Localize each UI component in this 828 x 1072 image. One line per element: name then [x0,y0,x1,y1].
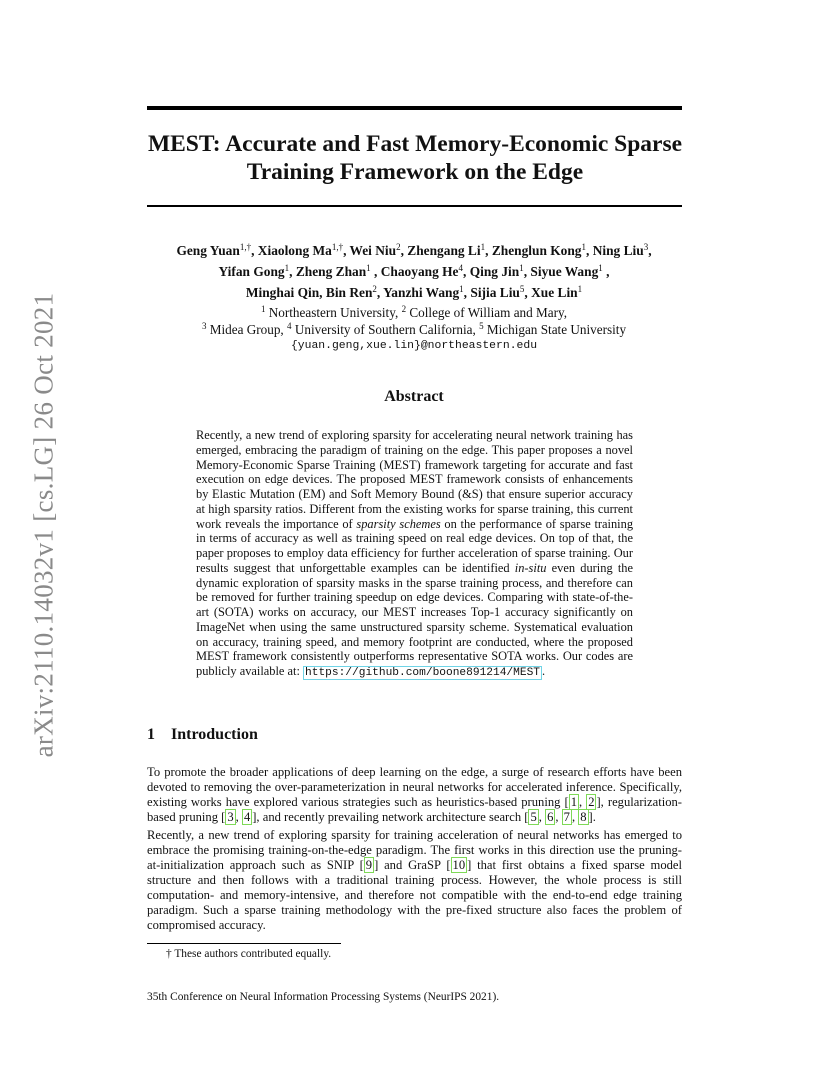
code-repository-link[interactable]: https://github.com/boone891214/MEST [305,667,540,679]
citation-link[interactable]: 6 [547,810,554,824]
footnote: † These authors contributed equally. [166,948,332,960]
citation-link[interactable]: 1 [570,795,577,809]
author: Wei Niu$^2$, [349,242,404,258]
author: Geng Yuan$^{1,\dagger}$, [176,242,255,258]
author: Bin Ren$^2$, [325,284,381,300]
abstract-body: Recently, a new trend of exploring sparsity for accelerating neural network training has emerged, embracing the paradigm of training on the edge. This paper proposes a novel Memory-Economic Sparse Training (MEST) framework targeting for accurate and fast execution on edge devices. The proposed MEST framework consists of enhancements by Elastic Mutation (EM) and Soft Memory Bound (&S) that ensure superior accuracy at high sparsity ratios. Different from the existing works for sparse training, this current work reveals the importance of sparsity schemes on the performance of sparse training in terms of accuracy as well as training speed on real edge devices. On top of that, the paper proposes to employ data efficiency for further acceleration of sparse training. Our results suggest that unforgettable examples can be identified in-situ even during the dynamic exploration of sparsity masks in the sparse training process, and therefore can be removed for further training speedup on edge devices. Comparing with state-of-the-art (SOTA) works on accuracy, our MEST increases Top-1 accuracy significantly on ImageNet when using the same unstructured sparsity scheme. Systematical evaluation on accuracy, training speed, and memory footprint are conducted, where the proposed MEST framework consistently outperforms representative SOTA works. Our codes are publicly available at: https://github.com/boone891214/MEST . [196,428,634,679]
author: Ning Liu$^3$, [592,242,652,258]
section-heading-introduction: 1 Introduction [147,726,258,743]
citation-link[interactable]: 3 [227,810,234,824]
author: Zhengang Li$^1$, [407,242,489,258]
citation-link[interactable]: 8 [580,810,587,824]
venue-note: 35th Conference on Neural Information Processing Systems (NeurIPS 2021). [147,991,500,1003]
author: Yanzhi Wang$^1$, [383,284,468,300]
affiliation-line-2: $^3$ Midea Group, $^4$ University of Southern California, $^5$ Michigan State University [201,320,627,337]
contact-email[interactable]: {yuan.geng,xue.lin}@northeastern.edu [290,340,538,352]
footnote-rule [147,943,341,944]
citation-link[interactable]: 4 [243,810,251,824]
intro-paragraph-2: Recently, a new trend of exploring sparsity for training acceleration of neural networks has emerged to embrace the promising training-on-the-edge paradigm. The first works in this direction use the pruning-at-initialization approach such as SNIP [ 9 ] and GraSP [ 10 ] that first obtains a fixed sparse model structure and then follows with a traditional training process. However, the whole process is still computation- and memory-intensive, and therefore not compatible with the end-to-end edge training paradigm. Such a sparse training methodology with the pre-fixed structure also faces the problem of compromised accuracy. [147,828,683,932]
author: Chaoyang He$^4$, [380,263,467,279]
author: Sijia Liu$^5$, [470,284,528,300]
citation-link[interactable]: 10 [452,858,466,872]
arxiv-identifier-text: arXiv:2110.14032v1 [cs.LG] 26 Oct 2021 [28,292,59,758]
author: Zheng Zhan$^1$ , [295,263,378,279]
affiliation-line-1: $^1$ Northeastern University, $^2$ College of William and Mary, [260,304,568,320]
title-bottom-rule [147,205,682,207]
title-top-rule [147,106,682,110]
author-list [140,240,688,303]
abstract-heading: Abstract [384,388,444,405]
citation-link[interactable]: 5 [530,810,537,824]
author: Xiaolong $Ma^{1,\dagger}$, [257,242,347,258]
affiliations [140,305,688,355]
author: Siyue Wang$^1$ , [530,263,610,279]
citation-link[interactable]: 2 [588,795,595,809]
author: Xue Lin$^1$ [531,284,583,300]
paper-title: MEST: Accurate and Fast Memory-Economic Sparse Training Framework on the Edge [147,131,683,185]
arxiv-identifier [20,290,68,760]
author: Qing Jin$^1$, [469,263,528,279]
author: Zhenglun Kong$^1$, [491,242,590,258]
author: Yifan Gong$^1$, [218,263,293,279]
intro-paragraph-1: To promote the broader applications of deep learning on the edge, a surge of research efforts have been devoted to removing the over-parameterization in neural networks for accelerated inference. Specifically, existing works have explored various strategies such as heuristics-based pruning [ 1 , 2 ], regularization-based pruning [ 3 , 4 ], and recently prevailing network architecture search [ 5 , 6 , 7 , 8 ]. [147,765,682,824]
citation-link[interactable]: 9 [365,858,373,872]
citation-link[interactable]: 7 [563,810,570,824]
author: Minghai Qin, [245,285,323,300]
